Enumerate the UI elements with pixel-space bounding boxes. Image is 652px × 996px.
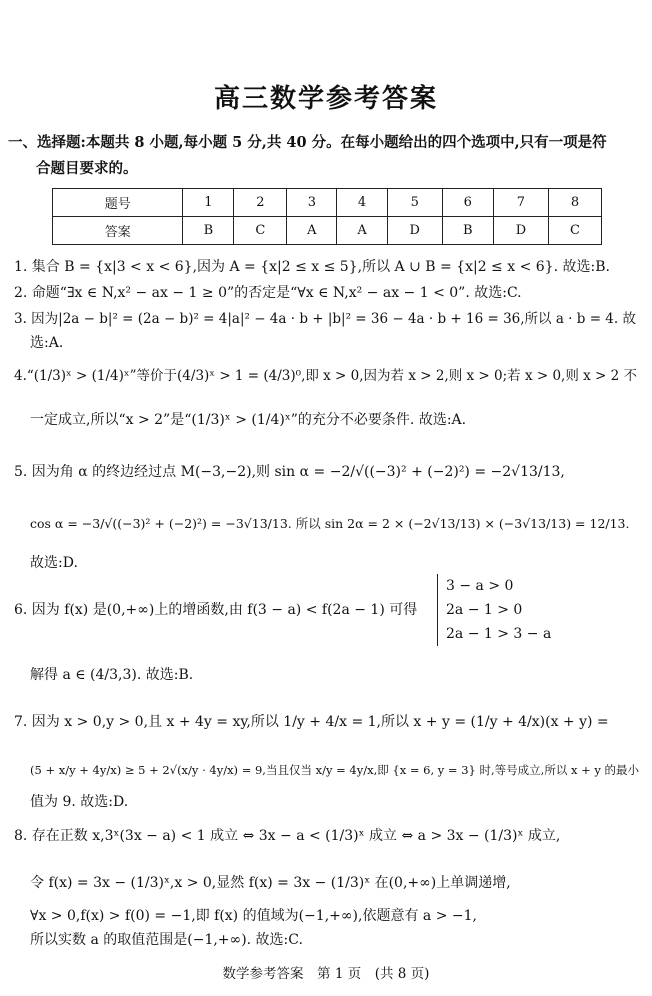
solution-q5-cont: cos α = −3/√((−3)² + (−2)²) = −3√13/13. 所以 sin 2α = 2 × (−2√13/13) × (−3√13/13) = 12/13. [30,516,630,531]
system-line: 2a − 1 > 3 − a [446,626,552,642]
table-cell-answer: A [287,217,337,245]
table-header-label: 题号 [53,189,183,217]
solution-q5: 5. 因为角 α 的终边经过点 M(−3,−2),则 sin α = −2/√((−3)² + (−2)²) = −2√13/13, [14,464,565,480]
table-row-answers [53,217,602,245]
table-cell-number: 3 [287,189,337,217]
table-cell-number: 2 [234,189,287,217]
table-cell-number: 7 [493,189,548,217]
solution-q6: 6. 因为 f(x) 是(0,+∞)上的增函数,由 f(3 − a) < f(2a − 1) 可得 [14,602,418,618]
table-cell-number: 8 [549,189,602,217]
page-title: 高三数学参考答案 [213,84,438,114]
section-heading-cont: 合题目要求的。 [36,160,138,177]
solution-q4-cont: 一定成立,所以“x > 2”是“(1/3)ˣ > (1/4)ˣ”的充分不必要条件. 故选:A. [30,412,467,428]
system-line: 3 − a > 0 [446,578,514,594]
table-cell-number: 6 [442,189,493,217]
inequality-system [437,574,551,646]
table-answer-label: 答案 [53,217,183,245]
table-cell-answer: B [183,217,234,245]
section-heading: 一、选择题:本题共 8 小题,每小题 5 分,共 40 分。在每小题给出的四个选项中,只有一项是符 [8,134,607,151]
table-cell-answer: C [234,217,287,245]
solution-q7: 7. 因为 x > 0,y > 0,且 x + 4y = xy,所以 1/y + 4/x = 1,所以 x + y = (1/y + 4/x)(x + y) = [14,714,609,730]
table-cell-answer: D [493,217,548,245]
solution-q2: 2. 命题“∃x ∈ N,x² − ax − 1 ≥ 0”的否定是“∀x ∈ N,x² − ax − 1 < 0”. 故选:C. [14,285,522,301]
table-cell-answer: A [337,217,387,245]
solution-q3: 3. 因为|2a − b|² = (2a − b)² = 4|a|² − 4a · b + |b|² = 36 − 4a · b + 16 = 36,所以 a · b = 4. 故 [14,311,636,327]
answer-table [52,188,602,245]
solution-q3-cont: 选:A. [30,335,64,351]
solution-q8-end: 所以实数 a 的取值范围是(−1,+∞). 故选:C. [30,932,303,948]
table-cell-answer: B [442,217,493,245]
solution-q6-cont: 解得 a ∈ (4/3,3). 故选:B. [30,667,194,683]
table-cell-number: 1 [183,189,234,217]
table-cell-answer: D [387,217,442,245]
solution-q7-end: 值为 9. 故选:D. [30,794,129,810]
solution-q8: 8. 存在正数 x,3ˣ(3x − a) < 1 成立 ⇔ 3x − a < (1/3)ˣ 成立 ⇔ a > 3x − (1/3)ˣ 成立, [14,828,561,844]
solution-q8-cont2: ∀x > 0,f(x) > f(0) = −1,即 f(x) 的值域为(−1,+∞),依题意有 a > −1, [30,908,477,924]
table-cell-number: 5 [387,189,442,217]
page-footer: 数学参考答案 第 1 页 (共 8 页) [222,966,430,982]
solution-q5-end: 故选:D. [30,555,78,571]
table-row-numbers [53,189,602,217]
system-line: 2a − 1 > 0 [446,602,523,618]
solution-q7-cont: (5 + x/y + 4y/x) ≥ 5 + 2√(x/y · 4y/x) = 9,当且仅当 x/y = 4y/x,即 {x = 6, y = 3} 时,等号成立,所以 x + y 的最小 [30,763,640,777]
table-cell-answer: C [549,217,602,245]
solution-q1: 1. 集合 B = {x|3 < x < 6},因为 A = {x|2 ≤ x ≤ 5},所以 A ∪ B = {x|2 ≤ x < 6}. 故选:B. [14,259,610,275]
solution-q4: 4.“(1/3)ˣ > (1/4)ˣ”等价于(4/3)ˣ > 1 = (4/3)⁰,即 x > 0,因为若 x > 2,则 x > 0;若 x > 0,则 x > 2 不 [14,368,638,384]
solution-q8-cont1: 令 f(x) = 3x − (1/3)ˣ,x > 0,显然 f(x) = 3x − (1/3)ˣ 在(0,+∞)上单调递增, [30,875,511,891]
table-cell-number: 4 [337,189,387,217]
